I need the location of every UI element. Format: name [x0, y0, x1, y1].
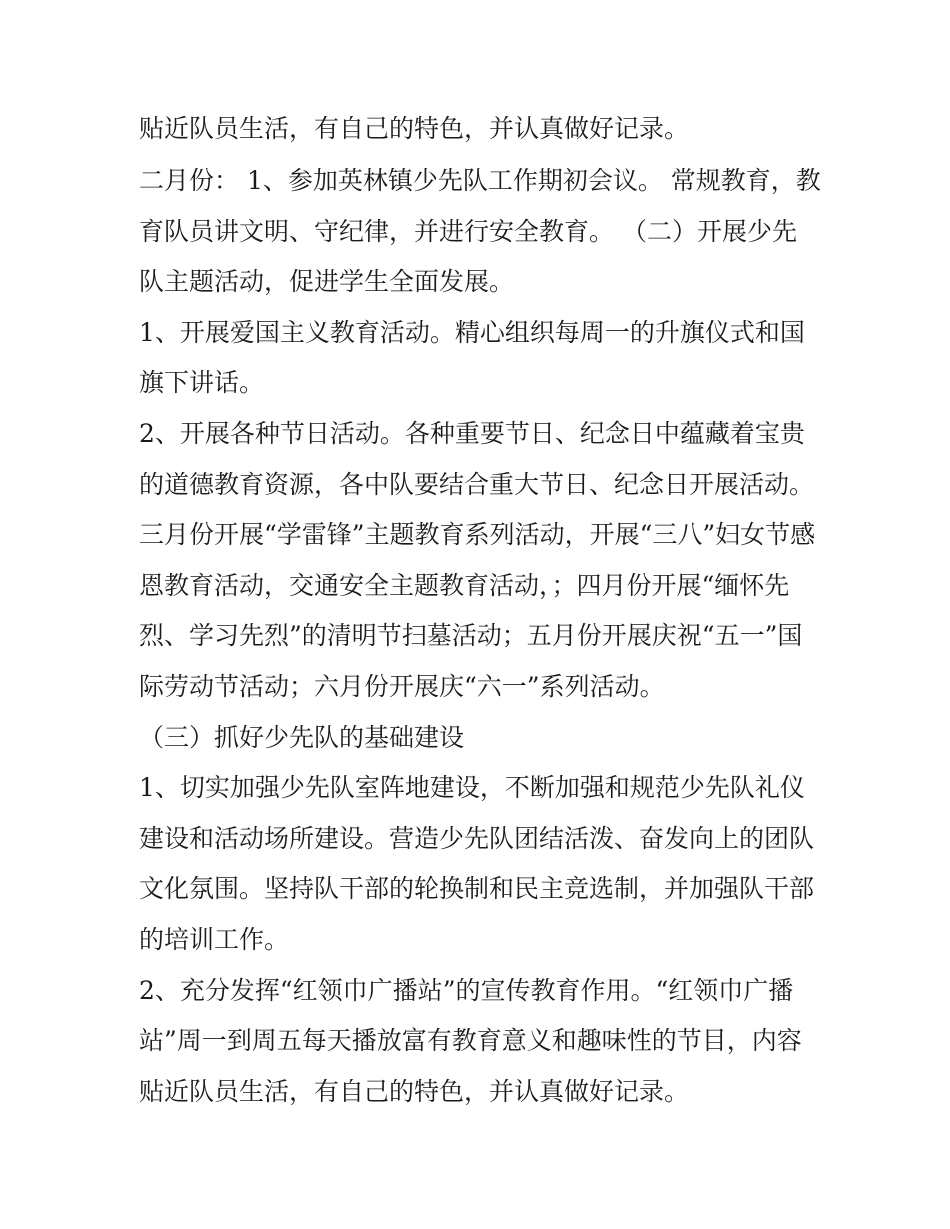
text-line: 1、开展爱国主义教育活动。精心组织每周一的升旗仪式和国 [139, 318, 805, 347]
text-line: 恩教育活动，交通安全主题教育活动，；四月份开展“缅怀先 [139, 571, 790, 600]
text-line: 育队员讲文明、守纪律，并进行安全教育。 （二）开展少先 [139, 217, 797, 246]
text-line: 贴近队员生活，有自己的特色，并认真做好记录。 [139, 1077, 690, 1106]
text-line: 1、切实加强少先队室阵地建设，不断加强和规范少先队礼仪 [139, 773, 805, 802]
text-line: 二月份： 1、参加英林镇少先队工作期初会议。 常规教育，教 [139, 166, 821, 195]
text-line: 的道德教育资源，各中队要结合重大节日、纪念日开展活动。 [139, 470, 815, 499]
text-line: 2、充分发挥“红领巾广播站”的宣传教育作用。“红领巾广播 [139, 976, 794, 1005]
text-line: 贴近队员生活，有自己的特色，并认真做好记录。 [139, 114, 690, 143]
text-line: 队主题活动，促进学生全面发展。 [139, 267, 515, 296]
text-line: 站”周一到周五每天播放富有教育意义和趣味性的节目，内容 [139, 1026, 802, 1055]
section-heading: （三）抓好少先队的基础建设 [139, 723, 465, 752]
text-line: 烈、学习先烈”的清明节扫墓活动；五月份开展庆祝“五一”国 [139, 621, 803, 650]
text-line: 际劳动节活动；六月份开展庆“六一”系列活动。 [139, 672, 665, 701]
text-line: 旗下讲话。 [139, 368, 265, 397]
text-line: 建设和活动场所建设。营造少先队团结活泼、奋发向上的团队 [139, 824, 815, 853]
text-line: 2、开展各种节日活动。各种重要节日、纪念日中蕴藏着宝贵 [139, 419, 805, 448]
text-line: 文化氛围。坚持队干部的轮换制和民主竞选制，并加强队干部 [139, 874, 815, 903]
text-line: 三月份开展“学雷锋”主题教育系列活动，开展“三八”妇女节感 [139, 520, 816, 549]
text-line: 的培训工作。 [139, 925, 290, 954]
